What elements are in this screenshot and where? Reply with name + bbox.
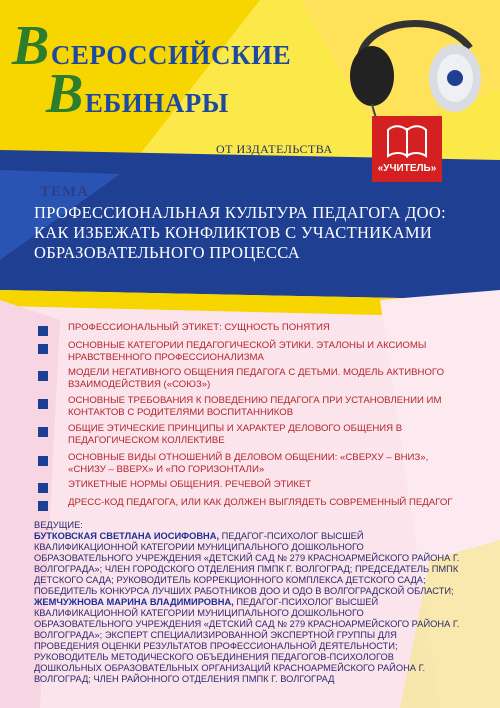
host-bio: ПЕДАГОГ-ПСИХОЛОГ ВЫСШЕЙ КВАЛИФИКАЦИОННОЙ КАТЕГОРИИ МУНИЦИПАЛЬНОГО ДОШКОЛЬНОГО ОБРАЗОВАТЕЛЬНОГО УЧРЕЖДЕНИЯ «ДЕТСКИЙ САД № 279 КРАСНОАРМЕЙСКОГО РАЙОНА Г. ВОЛГОГРАДА»; ЧЛЕН ГОРОДСКОГО ОТДЕЛЕНИЯ ПМПК Г. ВОЛГОГРАД; ПРЕДСЕДАТЕЛЬ ПМПК ДЕТСКОГО САДА; РУКОВОДИТЕЛЬ КОРРЕКЦИОННОГО КОМПЛЕКСА ДЕТСКОГО САДА; ПОБЕДИТЕЛЬ КОНКУРСА ЛУЧШИХ РАБОТНИКОВ ДОО И ОДО В ВОЛГОГРАДСКОЙ ОБЛАСТИ; xyxy=(34,531,460,596)
hosts-label: ВЕДУЩИЕ: xyxy=(34,520,83,530)
host-bio: ПЕДАГОГ-ПСИХОЛОГ ВЫСШЕЙ КВАЛИФИКАЦИОННОЙ КАТЕГОРИИ МУНИЦИПАЛЬНОГО ДОШКОЛЬНОГО ОБРАЗОВАТЕЛЬНОГО УЧРЕЖДЕНИЯ «ДЕТСКИЙ САД № 279 КРАСНОАРМЕЙСКОГО РАЙОНА Г. ВОЛГОГРАДА»; ЭКСПЕРТ СПЕЦИАЛИЗИРОВАННОЙ ЭКСПЕРТНОЙ ГРУППЫ ДЛЯ ПРОВЕДЕНИЯ ОЦЕНКИ РЕЗУЛЬТАТОВ ПРОФЕССИОНАЛЬНОЙ ДЕЯТЕЛЬНОСТИ; РУКОВОДИТЕЛЬ МЕТОДИЧЕСКОГО ОБЪЕДИНЕНИЯ ПЕДАГОГОВ-ПСИХОЛОГОВ ДОШКОЛЬНЫХ ОБРАЗОВАТЕЛЬНЫХ ОРГАНИЗАЦИЙ КРАСНОАРМЕЙСКОГО РАЙОНА Г. ВОЛГОГРАД; ЧЛЕН РАЙОННОГО ОТДЕЛЕНИЯ ПМПК Г. ВОЛГОГРАД xyxy=(34,597,460,684)
book-logo-icon xyxy=(372,116,442,166)
title-line-2 xyxy=(46,62,229,126)
list-item-text: ЭТИКЕТНЫЕ НОРМЫ ОБЩЕНИЯ. РЕЧЕВОЙ ЭТИКЕТ xyxy=(68,479,312,490)
list-item-text: ДРЕСС-КОД ПЕДАГОГА, ИЛИ КАК ДОЛЖЕН ВЫГЛЯДЕТЬ СОВРЕМЕННЫЙ ПЕДАГОГ xyxy=(68,497,453,508)
square-bullet-icon xyxy=(38,427,48,437)
host-name: ЖЕМЧУЖНОВА МАРИНА ВЛАДИМИРОВНА, xyxy=(34,597,234,607)
title-initial-2: В xyxy=(46,63,84,125)
square-bullet-icon xyxy=(38,483,48,493)
host-name: БУТКОВСКАЯ СВЕТЛАНА ИОСИФОВНА, xyxy=(34,531,220,541)
square-bullet-icon xyxy=(38,344,48,354)
list-item-text: ОСНОВНЫЕ ТРЕБОВАНИЯ К ПОВЕДЕНИЮ ПЕДАГОГА ПРИ УСТАНОВЛЕНИИ ИМ КОНТАКТОВ С РОДИТЕЛЯМИ ВОСПИТАННИКОВ xyxy=(68,395,442,418)
square-bullet-icon xyxy=(38,326,48,336)
title-rest-1: СЕРОССИЙСКИЕ xyxy=(50,40,292,70)
list-item-text: ОСНОВНЫЕ КАТЕГОРИИ ПЕДАГОГИЧЕСКОЙ ЭТИКИ. ЭТАЛОНЫ И АКСИОМЫ НРАВСТВЕННОГО ПРОФЕССИОНАЛИЗМА xyxy=(68,340,427,363)
host-entry xyxy=(34,531,462,597)
logo-text: «УЧИТЕЛЬ» xyxy=(377,163,437,174)
hosts-section xyxy=(34,520,462,685)
theme-label: ТЕМА xyxy=(40,184,89,200)
title-initial-1: В xyxy=(12,15,50,77)
theme-text: ПРОФЕССИОНАЛЬНАЯ КУЛЬТУРА ПЕДАГОГА ДОО: КАК ИЗБЕЖАТЬ КОНФЛИКТОВ С УЧАСТНИКАМИ ОБРАЗОВАТЕЛЬНОГО ПРОЦЕССА xyxy=(34,203,446,262)
list-item-text: ОСНОВНЫЕ ВИДЫ ОТНОШЕНИЙ В ДЕЛОВОМ ОБЩЕНИИ: «СВЕРХУ – ВНИЗ», «СНИЗУ – ВВЕРХ» И «ПО ГОРИЗОНТАЛИ» xyxy=(68,452,429,475)
square-bullet-icon xyxy=(38,456,48,466)
square-bullet-icon xyxy=(38,399,48,409)
square-bullet-icon xyxy=(38,371,48,381)
publisher-logo[interactable] xyxy=(372,116,442,182)
list-item-text: ПРОФЕССИОНАЛЬНЫЙ ЭТИКЕТ: СУЩНОСТЬ ПОНЯТИЯ xyxy=(68,322,330,333)
host-entry xyxy=(34,597,462,685)
title-rest-2: ЕБИНАРЫ xyxy=(84,88,229,118)
publisher-label: ОТ ИЗДАТЕЛЬСТВА xyxy=(216,142,333,156)
list-item-text: МОДЕЛИ НЕГАТИВНОГО ОБЩЕНИЯ ПЕДАГОГА С ДЕТЬМИ. МОДЕЛЬ АКТИВНОГО ВЗАИМОДЕЙСТВИЯ («СОЮЗ») xyxy=(68,367,445,390)
square-bullet-icon xyxy=(38,501,48,511)
list-item-text: ОБЩИЕ ЭТИЧЕСКИЕ ПРИНЦИПЫ И ХАРАКТЕР ДЕЛОВОГО ОБЩЕНИЯ В ПЕДАГОГИЧЕСКОМ КОЛЛЕКТИВЕ xyxy=(68,423,403,446)
